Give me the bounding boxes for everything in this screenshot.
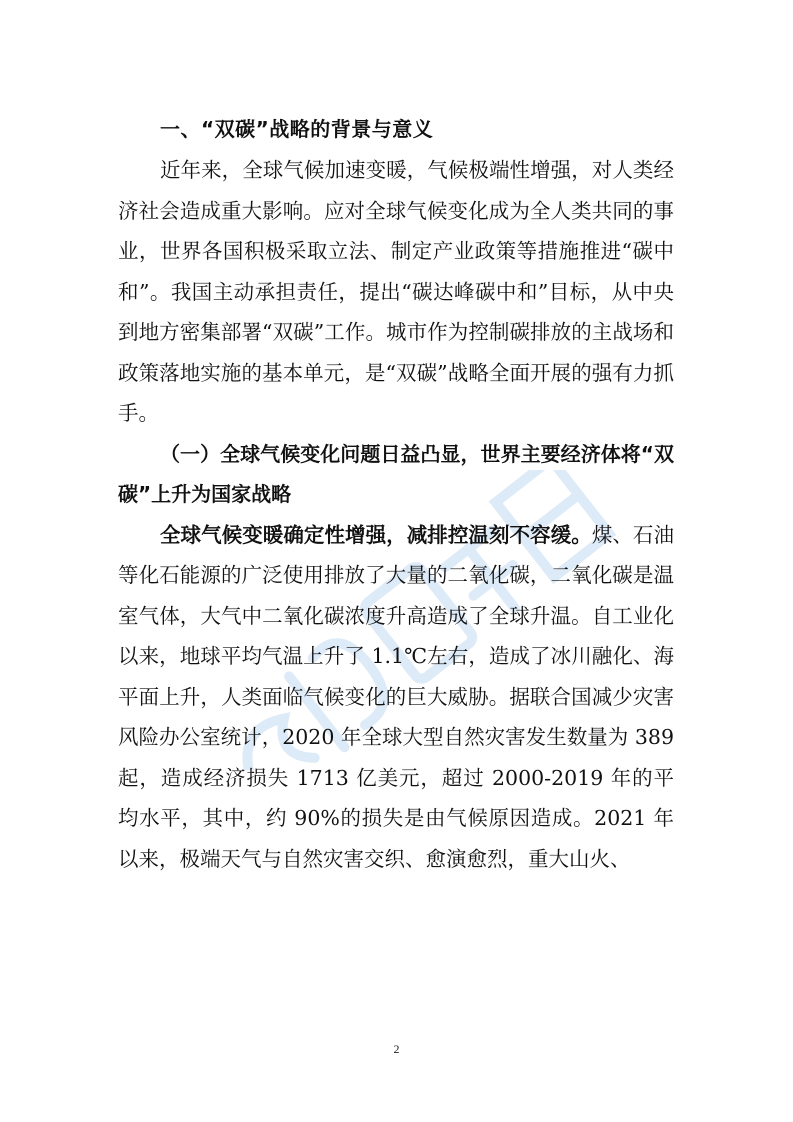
subsection-heading: （一）全球气候变化问题日益凸显，世界主要经济体将“双碳”上升为国家战略 xyxy=(118,441,674,506)
paragraph-global-warming xyxy=(118,515,674,880)
paragraph-body-text: 煤、石油等化石能源的广泛使用排放了大量的二氧化碳，二氧化碳是温室气体，大气中二氧化碳浓度升高造成了全球升温。自工业化以来，地球平均气温上升了 1.1℃左右，造成了冰川融化、海平面上升，人类面临气候变化的巨大威胁。据联合国减少灾害风险办公室统计，2020 年全球大型自然灾害发生数量为 389 起，造成经济损失 1713 亿美元，超过 2000-2019 年的平均水平，其中，约 90%的损失是由气候原因造成。2021 年以来，极端天气与自然灾害交织、愈演愈烈，重大山火、 xyxy=(118,522,674,871)
page-content xyxy=(118,108,674,879)
paragraph-lead-sentence: 全球气候变暖确定性增强，减排控温刻不容缓。 xyxy=(160,522,592,547)
section-heading: 一、“双碳”战略的背景与意义 xyxy=(160,117,434,141)
paragraph-background: 近年来，全球气候加速变暖，气候极端性增强，对人类经济社会造成重大影响。应对全球气候变化成为全人类共同的事业，世界各国积极采取立法、制定产业政策等措施推进“碳中和”。我国主动承担责任，提出“碳达峰碳中和”目标，从中央到地方密集部署“双碳”工作。城市作为控制碳排放的主战场和政策落地实施的基本单元，是“双碳”战略全面开展的强有力抓手。 xyxy=(118,158,674,425)
page-number: 2 xyxy=(393,1042,400,1056)
